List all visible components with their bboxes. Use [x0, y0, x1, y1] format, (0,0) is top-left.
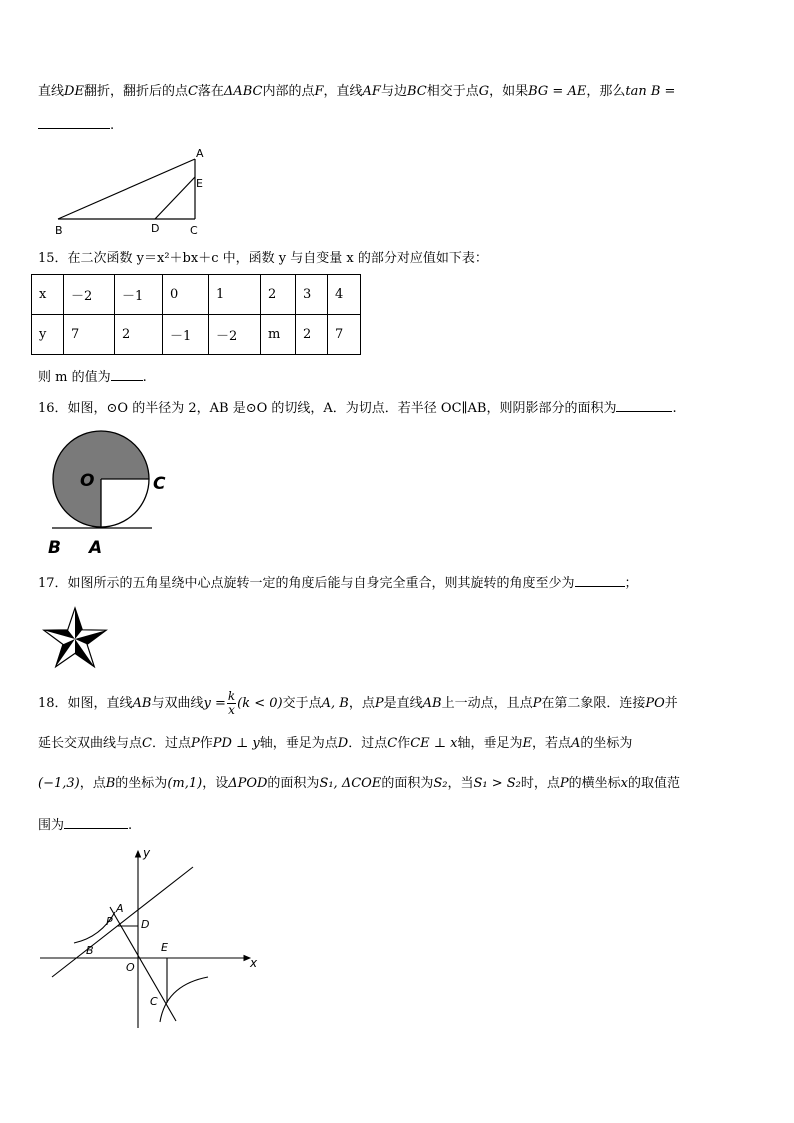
text: ．过点 — [348, 736, 388, 751]
text: P — [374, 696, 384, 711]
answer-blank[interactable] — [111, 366, 143, 381]
text: G — [478, 84, 490, 99]
text: 的面积为 — [267, 776, 320, 791]
text: 围为 — [38, 818, 65, 833]
text: 作 — [397, 736, 411, 751]
table-cell: 4 — [328, 275, 361, 315]
text: BG = AE — [528, 84, 587, 99]
text: PO — [645, 696, 665, 711]
table-cell: 7 — [328, 315, 361, 355]
fraction-denominator: x — [228, 703, 235, 717]
table-cell: y — [32, 315, 64, 355]
text: ，如果 — [489, 84, 529, 99]
text: 翻折，翻折后的点 — [83, 84, 188, 99]
label-P: P — [106, 915, 113, 928]
text: 轴，垂足为点 — [259, 736, 338, 751]
table-cell: －1 — [163, 315, 209, 355]
q16-text — [38, 397, 677, 419]
text: x — [620, 776, 628, 791]
text: A — [571, 736, 581, 751]
text: 的坐标为 — [580, 736, 633, 751]
value-table — [31, 274, 361, 355]
label-B: B — [48, 538, 61, 558]
text: . — [128, 818, 133, 833]
label-A: A — [196, 147, 204, 160]
q14-line2 — [38, 114, 114, 136]
text: 并 — [664, 696, 678, 711]
text: 的横坐标 — [568, 776, 621, 791]
answer-blank[interactable] — [575, 572, 625, 587]
text: C — [187, 84, 198, 99]
label-x: x — [250, 956, 258, 970]
text: 直线 — [38, 84, 65, 99]
label-C: C — [190, 224, 198, 237]
label-B: B — [55, 224, 63, 237]
text: ，若点 — [531, 736, 571, 751]
text: ．过点 — [151, 736, 191, 751]
text: F — [314, 84, 324, 99]
text: 时，点 — [520, 776, 560, 791]
text: (k < 0) — [237, 696, 283, 711]
fraction-k-over-x — [227, 690, 236, 717]
text: . — [142, 370, 147, 385]
line-AB — [52, 867, 193, 977]
text: D — [337, 736, 349, 751]
figure-triangle — [50, 145, 220, 240]
line-AB — [58, 159, 195, 219]
text: AB — [422, 696, 442, 711]
text: AB — [132, 696, 152, 711]
line-DE — [155, 177, 195, 219]
q15-text: 15．在二次函数 y＝x²＋bx＋c 中，函数 y 与自变量 x 的部分对应值如下表： — [38, 251, 488, 266]
label-O: O — [80, 471, 95, 491]
text: . — [672, 401, 677, 416]
text: 内部的点 — [262, 84, 315, 99]
text: C — [142, 736, 152, 751]
text: 16．如图，⊙O 的半径为 2，AB 是⊙O 的切线，A．为切点．若半径 OC∥AB，则阴影部分的面积为 — [38, 401, 617, 416]
text: ； — [624, 576, 638, 591]
text: ，设 — [202, 776, 229, 791]
label-O: O — [126, 961, 135, 974]
text: 18．如图，直线 — [38, 696, 133, 711]
text: 延长交双曲线与点 — [38, 736, 143, 751]
text: 17．如图所示的五角星绕中心点旋转一定的角度后能与自身完全重合，则其旋转的角度至少为 — [38, 576, 575, 591]
text: P — [190, 736, 200, 751]
text: 与双曲线 — [151, 696, 204, 711]
q17-text — [38, 572, 638, 594]
text: A, B — [321, 696, 349, 711]
text: 的坐标为 — [115, 776, 168, 791]
label-E: E — [161, 941, 168, 954]
text: tan B = — [625, 84, 676, 99]
text: ，当 — [447, 776, 474, 791]
text: BC — [406, 84, 427, 99]
table-row — [32, 315, 361, 355]
text: AF — [362, 84, 381, 99]
table-cell: x — [32, 275, 64, 315]
label-C: C — [150, 995, 158, 1008]
table-cell: －2 — [64, 275, 115, 315]
text: 上一动点，且点 — [441, 696, 533, 711]
text: ΔPOD — [228, 776, 268, 791]
text: S₁, ΔCOE — [319, 776, 382, 791]
table-cell: 3 — [296, 275, 328, 315]
q18-line1 — [38, 690, 678, 717]
q14-line1 — [38, 82, 675, 102]
text: ，直线 — [323, 84, 363, 99]
table-cell: m — [261, 315, 296, 355]
text: C — [387, 736, 398, 751]
text: 的面积为 — [381, 776, 434, 791]
text: ，点 — [79, 776, 106, 791]
q18-line3 — [38, 774, 680, 794]
label-E: E — [196, 177, 203, 190]
text: 则 m 的值为 — [38, 370, 111, 385]
table-cell: 2 — [261, 275, 296, 315]
text: PD ⊥ y — [212, 736, 260, 751]
label-D: D — [141, 918, 150, 931]
text: 与边 — [380, 84, 407, 99]
fraction-numerator: k — [227, 689, 236, 703]
label-D: D — [151, 222, 160, 235]
text: y = — [203, 696, 226, 711]
label-C: C — [153, 474, 166, 494]
q18-line4 — [38, 814, 132, 836]
label-B: B — [86, 944, 94, 957]
text: B — [105, 776, 116, 791]
text: ，那么 — [586, 84, 626, 99]
text: CE ⊥ x — [410, 736, 458, 751]
answer-blank[interactable] — [64, 814, 128, 829]
figure-star — [40, 605, 110, 669]
table-cell: 2 — [296, 315, 328, 355]
label-A: A — [89, 538, 103, 558]
text: ，点 — [348, 696, 375, 711]
text: 轴，垂足为 — [457, 736, 523, 751]
text: DE — [64, 84, 84, 99]
text: 交于点 — [282, 696, 322, 711]
q15-answer — [38, 366, 147, 388]
text: 在第二象限．连接 — [541, 696, 646, 711]
figure-circle — [44, 428, 184, 558]
text: 的取值范 — [628, 776, 681, 791]
text: P — [532, 696, 542, 711]
table-cell: 1 — [209, 275, 261, 315]
text: S₂ — [433, 776, 448, 791]
text: 作 — [199, 736, 213, 751]
table-cell: 0 — [163, 275, 209, 315]
text: 是直线 — [383, 696, 423, 711]
text: 相交于点 — [426, 84, 479, 99]
table-cell: 7 — [64, 315, 115, 355]
label-A: A — [116, 902, 124, 915]
table-cell: 2 — [115, 315, 163, 355]
text: ΔABC — [223, 84, 263, 99]
text: (−1,3) — [38, 776, 80, 791]
text: S₁ > S₂ — [473, 776, 521, 791]
table-cell: －1 — [115, 275, 163, 315]
q18-line2 — [38, 734, 632, 754]
table-row — [32, 275, 361, 315]
figure-coordinate — [38, 845, 268, 1035]
answer-blank[interactable] — [616, 397, 672, 412]
text: P — [559, 776, 569, 791]
table-cell: －2 — [209, 315, 261, 355]
text: (m,1) — [167, 776, 203, 791]
text: E — [522, 736, 532, 751]
text: . — [110, 118, 115, 133]
label-y: y — [143, 846, 151, 860]
text: 落在 — [197, 84, 224, 99]
answer-blank[interactable] — [38, 114, 110, 129]
